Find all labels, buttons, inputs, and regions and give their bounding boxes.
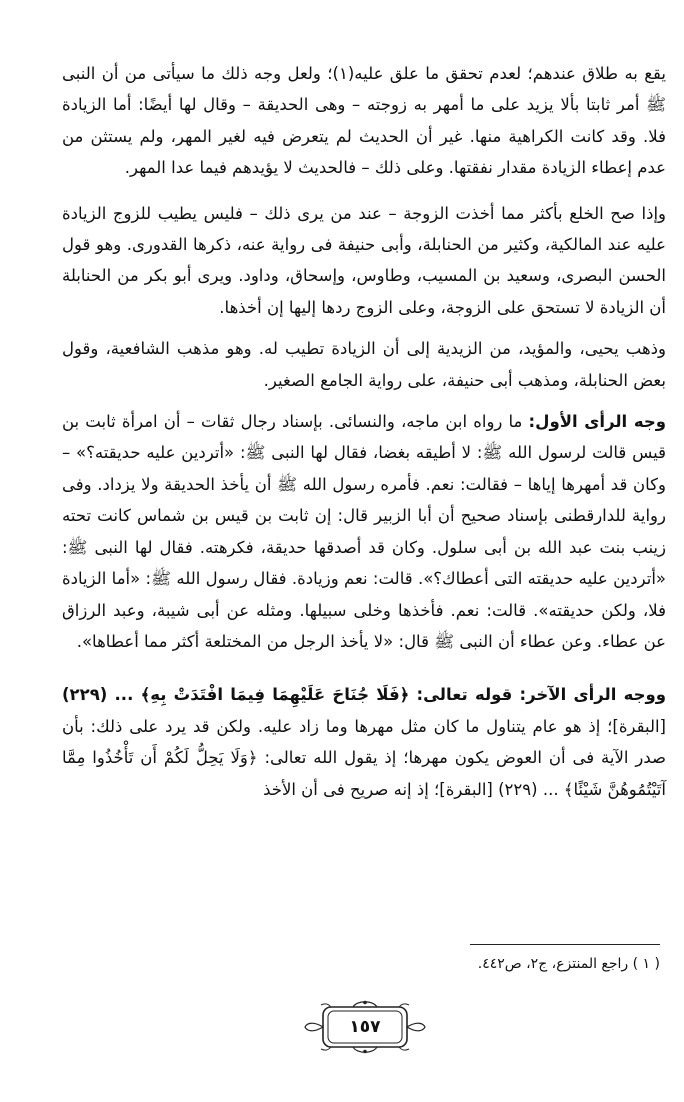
paragraph-1 — [62, 58, 666, 184]
paragraph-2-text: وإذا صح الخلع بأكثر مما أخذت الزوجة – عند من يرى ذلك – فليس يطيب للزوج الزيادة عليه عند المالكية، وكثير من الحنابلة، وأبى حنيفة فى رواية عنه، ذكرها القدورى. وهو قول الحسن البصرى، وسعيد بن المسيب، وطاوس، وإسحاق، وداود. ويرى أبو بكر من الحنابلة أن الزيادة لا تستحق على الزوجة، وعلى الزوج ردها إليها إن أخذها. — [62, 203, 666, 317]
paragraph-2 — [62, 198, 666, 324]
paragraph-4-text: ما رواه ابن ماجه، والنسائى. بإسناد رجال ثقات – أن امرأة ثابت بن قيس قالت لرسول الله ﷺ: لا أطيقه بغضا، فقال لها النبى ﷺ: «أتردين عليه حديقته؟» – وكان قد أمهرها إياها – فقالت: نعم. فأمره رسول الله ﷺ أن يأخذ الحديقة ولا يزداد. وفى رواية للدارقطنى بإسناد صحيح أن أبا الزبير قال: إن ثابت بن قيس بن شماس كانت تحته زينب بنت عبد الله بن أبى سلول. وكان قد أصدقها حديقة، فكرهته. فقال لها النبى ﷺ: «أتردين عليه حديقته التى أعطاك؟». قالت: نعم وزيادة. فقال رسول الله ﷺ: «أما الزيادة فلا، ولكن حديقته». قالت: نعم. فأخذها وخلى سبيلها. ومثله عن أبى شيبة، وعبد الرزاق عن عطاء. وعن عطاء أن النبى ﷺ قال: «لا يأخذ الرجل من المختلعة أكثر مما أعطاها». — [62, 412, 666, 651]
paragraph-5-text: [البقرة]؛ إذ هو عام يتناول ما كان مثل مهرها وما زاد عليه. ولكن قد يرد على ذلك: بأن صدر الآية فى أن العوض يكون مهرها؛ إذ يقول الله تعالى: ﴿وَلَا يَحِلُّ لَكُمْ أَن تَأْخُذُوا مِمَّا آتَيْتُمُوهُنَّ شَيْئًا﴾ ... (٢٢٩) [البقرة]؛ إذ إنه صريح فى أن الأخذ — [62, 716, 666, 799]
paragraph-4 — [62, 406, 666, 657]
paragraph-5 — [62, 679, 666, 805]
paragraph-5-lead: ووجه الرأى الآخر: — [519, 685, 666, 705]
footnote: ( ١ ) راجع المنتزع، ج٢، ص٤٤٢. — [477, 956, 660, 972]
page-body — [62, 58, 666, 805]
paragraph-3-text: وذهب يحيى، والمؤيد، من الزيدية إلى أن الزيادة تطيب له. وهو مذهب الشافعية، وقول بعض الحنابلة، ومذهب أبى حنيفة، على رواية الجامع الصغير. — [62, 339, 666, 390]
footnote-divider — [470, 944, 660, 945]
paragraph-5-quote: قوله تعالى: ﴿فَلَا جُنَاحَ عَلَيْهِمَا فِيمَا افْتَدَتْ بِهِ﴾ ... (٢٢٩) — [62, 685, 520, 705]
paragraph-3 — [62, 333, 666, 396]
paragraph-4-lead: وجه الرأى الأول: — [528, 412, 666, 432]
paragraph-1-text: يقع به طلاق عندهم؛ لعدم تحقق ما علق عليه(١)؛ ولعل وجه ذلك ما سيأتى من أن النبى ﷺ أمر ثابتا بألا يزيد على ما أمهر به زوجته – وهى الحديقة – وقال لها أيضًا: أما الزيادة فلا. وقد كانت الكراهية منها. غير أن الحديث لم يتعرض فيه لغير المهر، ولم يستثن من عدم إعطاء الزيادة مقدار نفقتها. وعلى ذلك – فالحديث لا يؤيدهم فيما عدا المهر. — [62, 64, 666, 178]
page-number: ١٥٧ — [349, 1017, 381, 1037]
